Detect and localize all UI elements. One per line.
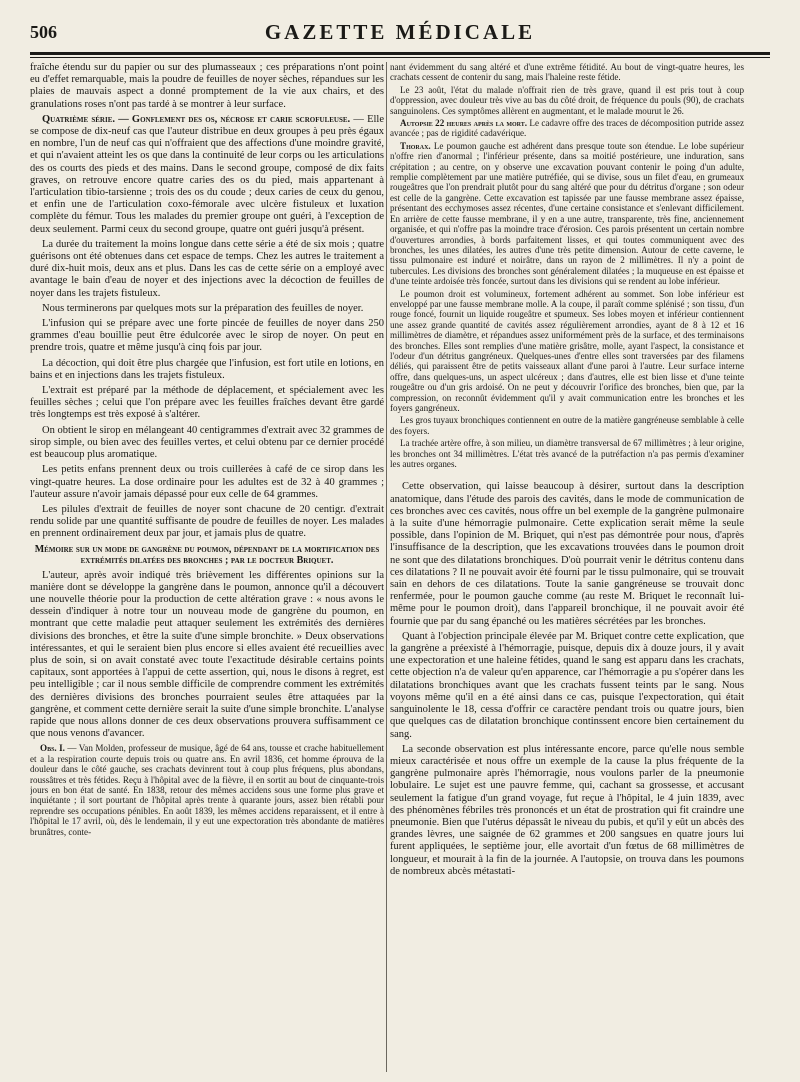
autopsy-paragraph (390, 118, 744, 139)
left-paragraph: La durée du traitement la moins longue dans cette série a été de six mois ; quatre guérisons ont été obtenues dans cet espace de temps. Chez les autres le traitement a duré dix-huit mois, deux ans et plus. Dans les cas de cette série on a employé avec avantage le bain d'eau de noyer et des injections avec la décoction de feuilles de noyer dans les trajets fistuleux. (30, 238, 384, 299)
left-paragraph: Les petits enfans prennent deux ou trois cuillerées à café de ce sirop dans les vingt-quatre heures. La dose ordinaire pour les adultes est de 32 à 40 grammes ; l'auteur assure n'avoir jamais dépassé pour eux celle de 64 grammes. (30, 464, 384, 500)
observation-paragraph: Les gros tuyaux bronchiques contiennent en outre de la matière gangréneuse semblable à celle des foyers. (390, 415, 744, 436)
left-column (30, 62, 384, 1072)
observation-continuation (390, 62, 744, 469)
left-paragraph: On obtient le sirop en mélangeant 40 centigrammes d'extrait avec 32 grammes de sirop simple, ou bien avec des feuilles vertes, et celui obtenu par ce dernier procédé est beaucoup plus aromatique. (30, 424, 384, 461)
observation-paragraph (30, 743, 384, 837)
left-paragraph: L'extrait est préparé par la méthode de déplacement, et spécialement avec les feuilles sèches ; celui que l'on prépare avec les feuilles fraîches devant être gardé très longtemps est très exposé à s'altérer. (30, 385, 384, 421)
left-paragraph: fraîche étendu sur du papier ou sur des plumasseaux ; ces préparations n'ont point eu d'effet remarquable, mais la poudre de feuilles de noyer sèches, répandues sur les plaies de mauvais aspect a donné promptement de la vie aux chairs, et des granulations roses n'ont pas tardé à se montrer à leur surface. (30, 62, 384, 110)
right-column (390, 62, 744, 1072)
masthead-title: GAZETTE MÉDICALE (264, 20, 536, 44)
left-paragraph: La décoction, qui doit être plus chargée que l'infusion, est fort utile en lotions, en bains et en injections dans les trajets fistuleux. (30, 357, 384, 381)
memoir-title-block (30, 544, 384, 567)
observation-block (30, 743, 384, 837)
right-paragraph: Quant à l'objection principale élevée par M. Briquet contre cette explication, que la gangrène a préexisté à l'hémorragie, puisque, depuis dix à douze jours, il y avait une expectoration et une haleine fétides, quand le sang est apparu dans les crachats, cette objection n'a de valeur qu'en apparence, car l'hémorragie a pu s'opérer dans les dilatations bronchiques avant que les crachats fussent teints par le sang. Nous voyons même qu'il en a été ainsi dans ce cas, puisque l'expectoration, qui était sanguinolente le 18, cessa d'offrir ce caractère pendant trois ou quatre jours, bien que quelques cas de dilatation bronchique continssent encore bien certainement du sang. (390, 630, 744, 740)
left-paragraph: L'auteur, après avoir indiqué très brièvement les différentes opinions sur la manière dont se développe la gangrène dans le poumon, annonce qu'il a découvert une nouvelle théorie pour la production de cette altération grave : « nous avons le dessein d'indiquer à notre tour un nouveau mode de gangrène du poumon, en montrant que cette maladie peut attaquer seulement les extrémités des dernières divisions des bronches, et être la suite d'une simple bronchite. » Deux observations intéressantes, et qui le seraient bien plus encore si elles avaient été recueillies avec plus de soin, si on avait constaté avec toute l'exactitude désirable certains points capitaux, sont apportées à l'appui de cette assertion, qui, nous le disons à regret, est peu intelligible ; car il nous semble difficile de comprendre comment les extrémités des dernières divisions des bronches pourraient seules être attaquées par la gangrène, et comment cette dernière serait la suite d'une simple bronchite. L'analyse rapide que nous allons donner de ces deux observations prouvera suffisamment ce que nous venons d'avancer. (30, 569, 384, 740)
thorax-paragraph (390, 141, 744, 287)
memoir-title: Mémoire sur un mode de gangrène du poumon, dépendant de la mortification des extrémités dilatées des bronches ; par le docteur Briquet. (34, 543, 380, 567)
header-rule-thick (30, 52, 770, 55)
series-text: — Elle se compose de dix-neuf cas que l'auteur distribue en deux groupes à peu près égaux en nombre, l'un de neuf cas qui n'offraient que des affections d'une moindre gravité, et qui n'avaient atteint les os que dans la continuité de leur corps ou les articulations des os courts des pieds et des mains. Dans le second groupe, composé de dix faits graves, on retrouve encore quatre caries des os du pied, mais appartenant à l'articulation tibio-tarsienne ; trois des os du coude ; deux caries de ceux du genou, et enfin une de l'articulation coxo-fémorale avec ulcère fistuleux et luxation complète du fémur. Tous les malades du premier groupe ont guéri, à l'exception de deux seulement. Parmi ceux du second groupe, quatre ont guéri jusqu'à présent. (30, 113, 384, 235)
section-gap (390, 471, 744, 481)
right-paragraph: Cette observation, qui laisse beaucoup à désirer, surtout dans la description anatomique, dans l'étude des parois des cavités, dans le mode de communication de ces bronches avec ces cavités, nous offre un bel exemple de la gangrène pulmonaire à la suite d'une hémorragie pulmonaire. Cette explication serait même la seule possible, dans l'opinion de M. Briquet, qui n'est pas démontrée pour nous, d'après l'insuffisance de la description, que les excavations trouvées dans le poumon droit ne sont que des dilatations bronchiques. D'où pourrait venir le détritus contenu dans ces dilatations ? Il ne pouvait avoir été fourni par le tissu pulmonaire, qui se trouvait sain en dehors de ces dilatations. Toute la sanie gangréneuse se trouvait donc renfermée, pour le poumon gauche comme (au reste M. Briquet le reconnaît lui-même pour le poumon droit), dans l'appareil bronchique, il ne pouvait avoir été fournie que par du sang épanché ou les matières sécrétées par les bronches. (390, 481, 744, 627)
series-heading: Quatrième série. — Gonflement des os, nécrose et carie scrofuleuse. (42, 113, 351, 125)
autopsy-text: Le cadavre offre des traces de décomposition putride assez avancée ; pas de rigidité cadavérique. (390, 118, 744, 139)
thorax-text: Le poumon gauche est adhérent dans presque toute son étendue. Le lobe supérieur n'offre rien d'anormal ; l'inférieur présente, dans sa moitié postérieure, une induration, sans crépitation ; au centre, on y observe une excavation pouvant contenir le poing d'un adulte, remplie complètement par une matière putréfiée, qui se divise, sous un filet d'eau, en grumeaux rougeâtres que l'on prendrait plutôt pour du sang altéré que pour du détritus d'organe ; son odeur est celle de la gangrène. Cette excavation est tapissée par une fausse membrane assez épaisse, présentant des ecchymoses assez récentes, d'une certaine consistance et s'enlevant difficilement. En arrière de cette fausse membrane, il y en a une autre, transparente, très fine, anciennement organisée, et qui n'offre pas la moindre trace d'érosion. Ces parois présentent un certain nombre d'ouvertures arrondies, à bords parfaitement lisses, et qui toutes communiquent avec des bronches, les unes dilatées, les autres d'une très petite dimension. Autour de cette caverne, le tissu pulmonaire est induré et noirâtre, dans un rayon de 2 millimètres. Il n'y a point de tubercules. Les divisions des bronches sont généralement dilatées ; la muqueuse en est épaisse et d'une teinte ardoisée très foncée, surtout dans les divisions qui se rendent au lobe inférieur. (390, 140, 744, 287)
autopsy-heading: Autopsie 22 heures après la mort. (400, 118, 528, 129)
header-rule-thin (30, 57, 770, 58)
right-paragraph: La seconde observation est plus intéressante encore, parce qu'elle nous semble mieux caractérisée et nous offre un exemple de la cause la plus fréquente de la gangrène pulmonaire après l'hémorragie, nous voulons parler de la pneumonie lobulaire. Le sujet est une pauvre femme, qui, cachant sa grossesse, et accusant seulement la fatigue d'un grand voyage, fut reçue à l'hôpital, le 4 juin 1839, avec des phénomènes fébriles très prononcés et un état de prostration qui fit craindre une pneumonie. Bien que l'utérus dépassât le niveau du pubis, et qu'il y eût un abcès des grandes lèvres, une saignée de 62 grammes et 200 sangsues en quatre jours lui furent appliquées, le septième jour, elle avortait d'un fœtus de 68 millimètres de longueur, et mourait à la fin de la journée. A l'autopsie, on trouva dans les poumons de nombreux abcès métastati- (390, 743, 744, 877)
observation-heading: Obs. I. (40, 743, 65, 754)
left-paragraph: Nous terminerons par quelques mots sur la préparation des feuilles de noyer. (42, 302, 364, 314)
thorax-heading: Thorax. (400, 140, 431, 151)
observation-paragraph: Le poumon droit est volumineux, fortement adhérent au sommet. Son lobe inférieur est enveloppé par une fausse membrane molle. A la coupe, il paraît comme splénisé ; son tissu, d'un rouge foncé, fournit un liquide rougeâtre et spumeux. Ses lobes moyen et inférieur contiennent une assez grande quantité de cavités assez régulièrement arrondies, ayant de 8 à 12 et 16 millimètres de diamètre, et répandues assez uniformément près de la surface, et des terminaisons des bronches. Elles sont remplies d'une matière grisâtre, molle, ayant l'aspect, la consistance et l'odeur d'un détritus gangréneux. Quelques-unes d'entre elles sont traversées par des filamens déliés, qui paraissent être de petits vaisseaux allant d'une paroi à l'autre. Leur surface interne offre, dans quelques-uns, un aspect ulcéreux ; dans d'autres, elle est bien lisse et d'une teinte rougeâtre ou d'un gris ardoisé. On ne peut y découvrir l'orifice des bronches, bien que, par la compression, on reconnût évidemment qu'il y avait communication entre les bronches et les foyers gangréneux. (390, 288, 744, 413)
series-paragraph (30, 114, 384, 236)
observation-paragraph: La trachée artère offre, à son milieu, un diamètre transversal de 67 millimètres ; à leur origine, les bronches ont 34 millimètres. L'état très avancé de la putréfaction n'a pas permis d'examiner les autres organes. (390, 438, 744, 470)
observation-text: — Van Molden, professeur de musique, âgé de 64 ans, tousse et crache habituellement et a la respiration courte depuis trois ou quatre ans. En avril 1836, cet homme éprouva de la douleur dans le côté gauche, ses crachats devinrent tout à coup plus fréquens, plus abondans, roussâtres et très fétides. Reçu à l'hôpital avec de la fièvre, il en sortit au bout de cinquante-trois jours en bon état de santé. En 1838, retour des mêmes accidens sous une forme plus grave et inquiétante ; il sort pourtant de l'hôpital après trente à quarante jours, assez bien rétabli pour reprendre ses occupations pénibles. En août 1839, les mêmes accidens reparaissent, et il entre à l'hôpital le 17 avril, où, dès le lendemain, il y eut une expectoration très abondante de matières brunâtres, conte- (30, 743, 384, 837)
column-divider (386, 62, 387, 1072)
left-paragraph: L'infusion qui se prépare avec une forte pincée de feuilles de noyer dans 250 grammes d'eau bouillie peut être édulcorée avec le sirop de noyer. On peut en prendre trois, quatre et même jusqu'à cinq fois par jour. (30, 318, 384, 354)
observation-paragraph: nant évidemment du sang altéré et d'une extrême fétidité. Au bout de vingt-quatre heures, les crachats cessent de contenir du sang, mais l'haleine reste fétide. (390, 62, 744, 83)
observation-paragraph: Le 23 août, l'état du malade n'offrait rien de très grave, quand il est pris tout à coup d'oppression, avec douleur très vive au bas du côté droit, de fréquence du pouls (90), de crachats sanguinolens. Ces symptômes allèrent en augmentant, et le malade mourut le 26. (390, 84, 744, 116)
page-number: 506 (30, 22, 57, 42)
left-paragraph: Les pilules d'extrait de feuilles de noyer sont chacune de 20 centigr. d'extrait rendu solide par une quantité suffisante de poudre de feuilles de noyer. Les malades en prennent ordinairement deux par jour, et jamais plus de quatre. (30, 503, 384, 540)
